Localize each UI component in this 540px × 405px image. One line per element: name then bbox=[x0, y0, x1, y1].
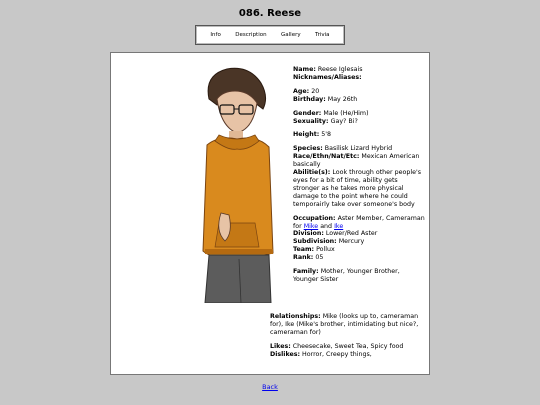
subdivision-label: Subdivision: bbox=[293, 238, 337, 246]
birthday-label: Birthday: bbox=[293, 95, 326, 103]
abilities-value: Look through other people's eyes for a bit of time, ability gets stronger as he takes more physical damage to the point where he could temporairly take over someone's body bbox=[293, 169, 421, 208]
nav-trivia-link[interactable]: Trivia bbox=[315, 32, 330, 38]
team-label: Team: bbox=[293, 246, 315, 254]
character-portrait bbox=[189, 63, 279, 303]
subdivision-value: Mercury bbox=[338, 238, 365, 246]
abilities-label: Abilitie(s): bbox=[293, 169, 331, 177]
age-value: 20 bbox=[311, 87, 320, 95]
profile-info bbox=[293, 66, 425, 290]
sexuality-label: Sexuality: bbox=[293, 117, 329, 125]
name-label: Name: bbox=[293, 66, 316, 73]
sexuality-value: Gay? Bi? bbox=[330, 117, 358, 125]
race-value: Mexican American basically bbox=[293, 153, 420, 169]
occupation-value: Aster Member, Cameraman for bbox=[293, 214, 425, 230]
division-label: Division: bbox=[293, 230, 324, 238]
name-value: Reese Iglesais bbox=[317, 66, 363, 73]
relationships-value: Mike (looks up to, cameraman for), Ike (Mike's brother, intimidating but nice?, cameraman for) bbox=[270, 313, 419, 336]
birthday-value: May 26th bbox=[327, 95, 358, 103]
family-value: Mother, Younger Brother, Younger Sister bbox=[293, 268, 400, 283]
species-value: Basilisk Lizard Hybrid bbox=[324, 145, 393, 153]
profile-info-lower bbox=[270, 313, 425, 365]
division-value: Lower/Red Aster bbox=[325, 230, 378, 238]
nicknames-label: Nicknames/Aliases: bbox=[293, 73, 362, 81]
nav-description-link[interactable]: Description bbox=[235, 32, 267, 38]
profile-card bbox=[110, 52, 430, 375]
nav-bar bbox=[195, 25, 345, 45]
race-label: Race/Ethn/Nat/Etc: bbox=[293, 153, 360, 161]
nav-gallery-link[interactable]: Gallery bbox=[281, 32, 301, 38]
age-label: Age: bbox=[293, 87, 310, 95]
family-label: Family: bbox=[293, 268, 319, 276]
occupation-and: and bbox=[320, 222, 333, 230]
relationships-label: Relationships: bbox=[270, 313, 321, 320]
likes-value: Cheesecake, Sweet Tea, Spicy food bbox=[292, 342, 404, 350]
nav-info-link[interactable]: Info bbox=[210, 32, 221, 38]
page-title: 086. Reese bbox=[238, 8, 302, 19]
height-value: 5'8 bbox=[321, 131, 331, 139]
dislikes-value: Horror, Creepy things, bbox=[302, 350, 372, 358]
gender-value: Male (He/Him) bbox=[323, 109, 369, 117]
back-link[interactable]: Back bbox=[262, 383, 278, 391]
rank-value: 05 bbox=[315, 254, 324, 262]
team-value: Pollux bbox=[316, 246, 335, 254]
mike-link[interactable]: Mike bbox=[303, 222, 319, 230]
gender-label: Gender: bbox=[293, 109, 322, 117]
dislikes-label: Dislikes: bbox=[270, 350, 301, 358]
occupation-label: Occupation: bbox=[293, 214, 336, 222]
species-label: Species: bbox=[293, 145, 323, 153]
ike-link[interactable]: Ike bbox=[334, 222, 344, 230]
height-label: Height: bbox=[293, 131, 320, 139]
likes-label: Likes: bbox=[270, 342, 291, 350]
rank-label: Rank: bbox=[293, 254, 314, 262]
